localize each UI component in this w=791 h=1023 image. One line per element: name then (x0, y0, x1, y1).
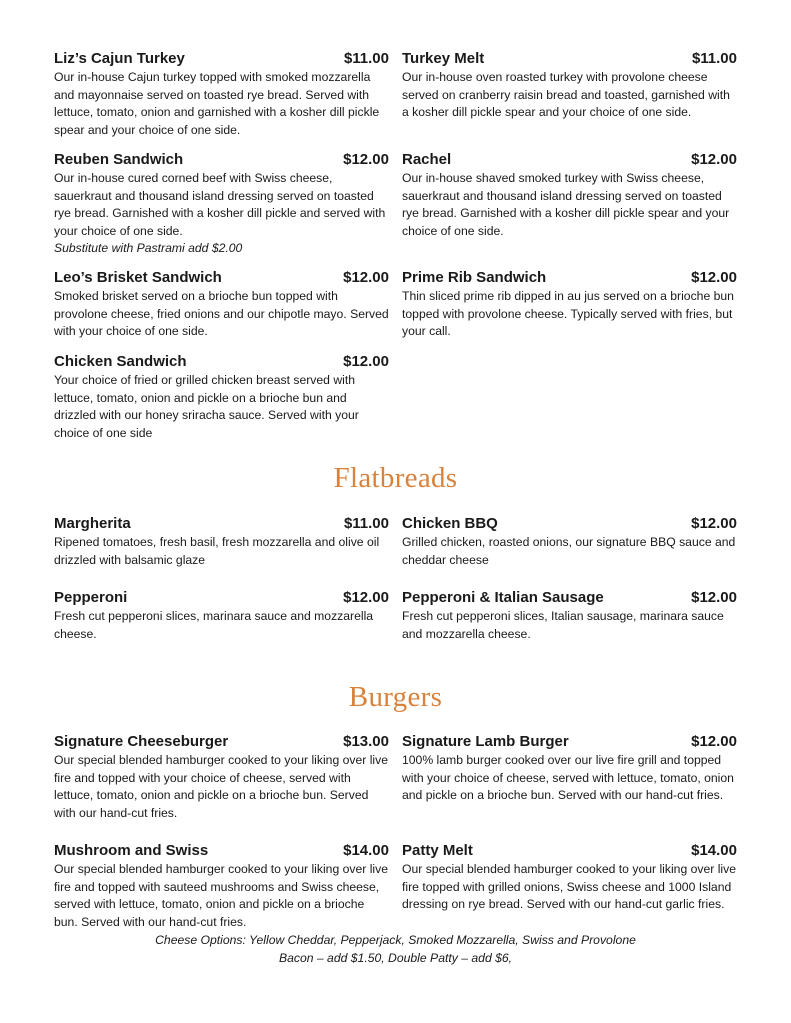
item-name: Chicken BBQ (402, 515, 498, 532)
item-description: Our in-house cured corned beef with Swiss cheese, sauerkraut and thousand island dressing served on toasted rye bread. Garnished with a kosher dill pickle and served with your choice of one side. (54, 171, 386, 238)
menu-item-pepperoni (54, 588, 389, 643)
item-price: $14.00 (691, 842, 737, 859)
item-description: Fresh cut pepperoni slices, Italian sausage, marinara sauce and mozzarella cheese. (402, 609, 724, 641)
item-price: $12.00 (691, 515, 737, 532)
menu-item-reuben (54, 150, 389, 258)
menu-item-cajun-turkey (54, 49, 389, 139)
menu-item-prime-rib (402, 268, 737, 341)
item-note: Substitute with Pastrami add $2.00 (54, 241, 243, 255)
item-name: Reuben Sandwich (54, 151, 184, 168)
item-description: Grilled chicken, roasted onions, our signature BBQ sauce and cheddar cheese (402, 535, 736, 567)
item-name: Margherita (54, 515, 131, 532)
item-name: Signature Cheeseburger (54, 733, 229, 750)
menu-item-patty-melt (402, 841, 737, 914)
item-price: $13.00 (343, 733, 389, 750)
item-name: Mushroom and Swiss (54, 842, 209, 859)
item-price: $12.00 (691, 589, 737, 606)
item-price: $12.00 (343, 589, 389, 606)
menu-item-mushroom-swiss (54, 841, 389, 931)
item-name: Chicken Sandwich (54, 353, 187, 370)
item-description: Our in-house Cajun turkey topped with smoked mozzarella and mayonnaise served on toasted rye bread. Served with lettuce, tomato, onion and garnished with a kosher dill pickle spear and your choice of one side. (54, 70, 380, 137)
add-ons-note: Bacon – add $1.50, Double Patty – add $6, (278, 951, 513, 965)
menu-item-signature-cheeseburger (54, 732, 389, 822)
item-description: Our in-house oven roasted turkey with provolone cheese served on cranberry raisin bread and toasted, garnished with a kosher dill pickle spear and your choice of one side. (402, 70, 730, 119)
item-name: Liz’s Cajun Turkey (54, 50, 185, 67)
item-name: Prime Rib Sandwich (402, 269, 547, 286)
item-price: $12.00 (691, 733, 737, 750)
item-price: $12.00 (343, 151, 389, 168)
item-description: Our in-house shaved smoked turkey with Swiss cheese, sauerkraut and thousand island dressing served on toasted rye bread. Garnished with a kosher dill pickle spear and your choice of one side. (402, 171, 730, 238)
item-description: Our special blended hamburger cooked to your liking over live fire and topped with your choice of cheese, served with lettuce, tomato, onion and pickle on a brioche bun. Served with our hand-cut fries. (54, 753, 388, 820)
item-description: Your choice of fried or grilled chicken breast served with lettuce, tomato, onion and pickle on a brioche bun and drizzled with our honey sriracha sauce. Served with your choice of one side (54, 373, 359, 440)
item-price: $11.00 (691, 50, 737, 67)
item-name: Patty Melt (402, 842, 473, 859)
item-description: Our special blended hamburger cooked to your liking over live fire topped with grilled onions, Swiss cheese and 1000 Island dressing on rye bread. Served with our hand-cut garlic fries. (402, 862, 736, 911)
menu-item-pepperoni-sausage (402, 588, 737, 643)
item-price: $14.00 (343, 842, 389, 859)
menu-item-chicken-sandwich (54, 352, 389, 442)
item-price: $12.00 (343, 353, 389, 370)
item-name: Signature Lamb Burger (402, 733, 569, 750)
item-price: $11.00 (343, 50, 389, 67)
item-name: Pepperoni & Italian Sausage (402, 589, 604, 606)
item-description: Smoked brisket served on a brioche bun topped with provolone cheese, fried onions and our chipotle mayo. Served with your choice of one side. (54, 289, 389, 338)
section-title-flatbreads: Flatbreads (333, 462, 458, 494)
item-price: $12.00 (691, 269, 737, 286)
cheese-options-note: Cheese Options: Yellow Cheddar, Pepperjack, Smoked Mozzarella, Swiss and Provolone (155, 933, 636, 947)
menu-item-chicken-bbq (402, 514, 737, 569)
item-name: Leo’s Brisket Sandwich (54, 269, 222, 286)
menu-item-margherita (54, 514, 389, 569)
item-description: Ripened tomatoes, fresh basil, fresh mozzarella and olive oil drizzled with balsamic glaze (54, 535, 380, 567)
item-price: $11.00 (343, 515, 389, 532)
item-price: $12.00 (343, 269, 389, 286)
item-description: 100% lamb burger cooked over our live fire grill and topped with your choice of cheese, served with lettuce, tomato, onion and pickle on a brioche bun. Served with our hand-cut fries. (402, 753, 734, 802)
menu-item-lamb-burger (402, 732, 737, 805)
item-price: $12.00 (691, 151, 737, 168)
item-name: Pepperoni (54, 589, 128, 606)
item-description: Fresh cut pepperoni slices, marinara sauce and mozzarella cheese. (54, 609, 374, 641)
section-title-burgers: Burgers (348, 681, 443, 713)
item-name: Turkey Melt (402, 50, 485, 67)
menu-item-turkey-melt (402, 49, 737, 122)
item-description: Our special blended hamburger cooked to your liking over live fire and topped with sauteed mushrooms and Swiss cheese, served with lettuce, tomato, onion and pickle on a brioche bun. Served with our hand-cut fries. (54, 862, 388, 929)
item-name: Rachel (402, 151, 452, 168)
menu-item-brisket (54, 268, 389, 341)
menu-item-rachel (402, 150, 737, 240)
item-description: Thin sliced prime rib dipped in au jus served on a brioche bun topped with provolone cheese. Typically served with fries, but your call. (402, 289, 734, 338)
